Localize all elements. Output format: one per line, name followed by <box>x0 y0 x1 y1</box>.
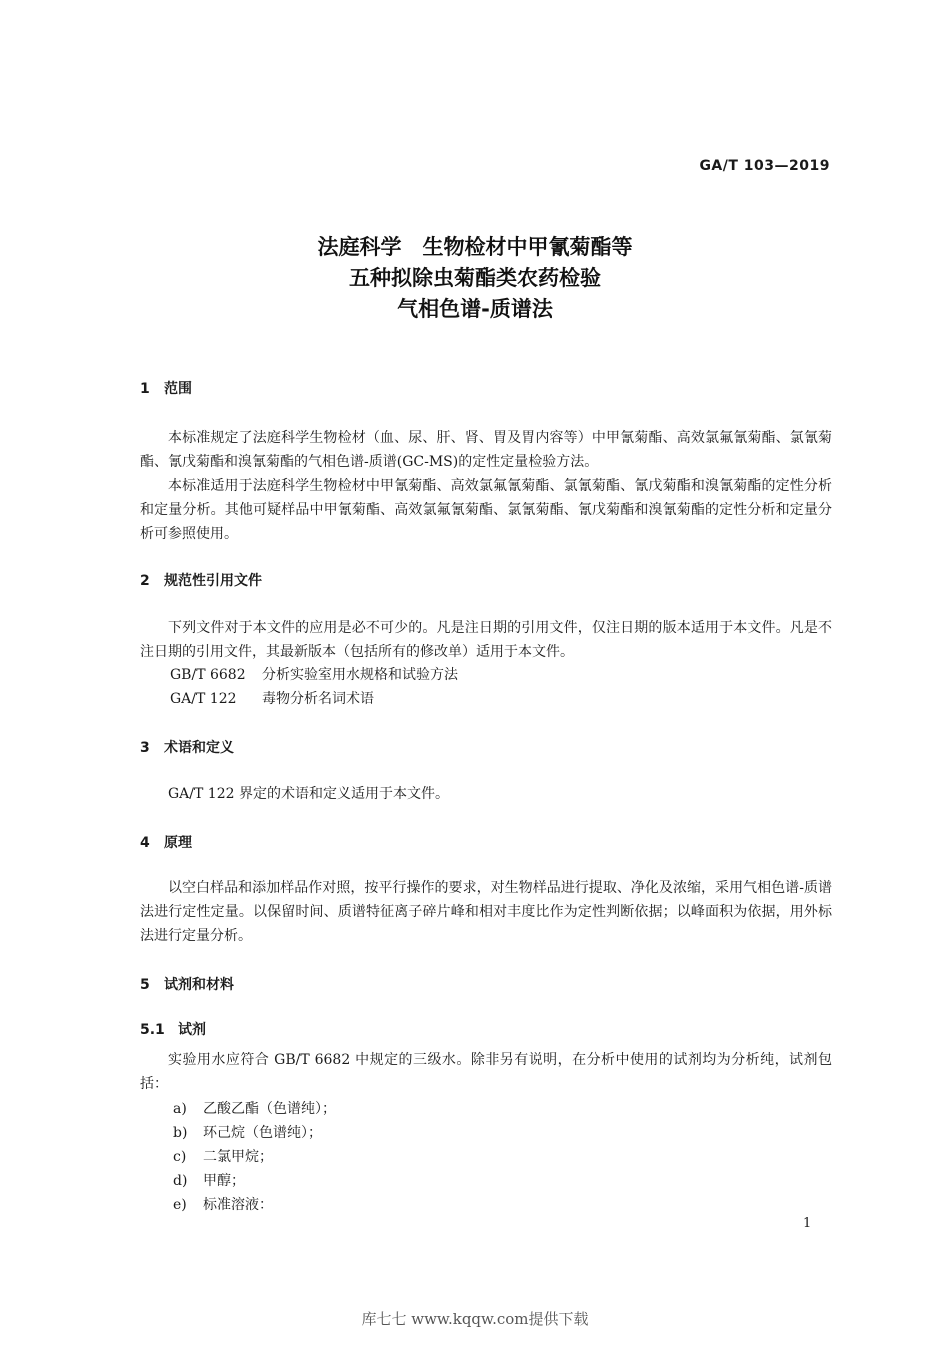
section-title: 试剂和材料 <box>164 977 234 993</box>
subsection-5-1-heading <box>140 1019 206 1039</box>
standard-code: GA/T 103—2019 <box>699 158 830 174</box>
reference-title: 分析实验室用水规格和试验方法 <box>262 667 458 683</box>
list-marker: e) <box>173 1197 187 1213</box>
section-number: 3 <box>140 740 150 756</box>
section-title: 术语和定义 <box>164 740 234 756</box>
section-title: 范围 <box>164 381 192 397</box>
section-2-body <box>140 616 832 664</box>
section-3-heading <box>140 737 234 757</box>
section-number: 5.1 <box>140 1022 165 1038</box>
section-title: 试剂 <box>178 1022 206 1038</box>
section-number: 1 <box>140 381 150 397</box>
title-line-2: 五种拟除虫菊酯类农药检验 <box>349 266 601 290</box>
list-text: 环己烷（色谱纯）； <box>203 1125 322 1141</box>
list-marker: a) <box>173 1101 187 1117</box>
list-item <box>173 1097 336 1121</box>
section-5-heading <box>140 974 234 994</box>
section-title: 原理 <box>164 835 192 851</box>
reference-item <box>170 687 374 711</box>
section-4-heading <box>140 832 192 852</box>
subsection-5-1-body <box>140 1048 832 1096</box>
list-marker: c) <box>173 1149 187 1165</box>
download-footer: 库七七 www.kqqw.com提供下载 <box>361 1310 589 1328</box>
reference-title: 毒物分析名词术语 <box>262 691 374 707</box>
reagent-list <box>173 1097 336 1217</box>
reference-item <box>170 663 458 687</box>
list-marker: d) <box>173 1173 188 1189</box>
list-text: 二氯甲烷； <box>203 1149 273 1165</box>
list-text: 甲醇； <box>203 1173 245 1189</box>
reference-code: GB/T 6682 <box>170 667 246 683</box>
paragraph: 实验用水应符合 GB/T 6682 中规定的三级水。除非另有说明，在分析中使用的试剂均为分析纯，试剂包括： <box>140 1052 832 1092</box>
list-item <box>173 1169 336 1193</box>
section-1-body <box>140 426 832 546</box>
list-text: 乙酸乙酯（色谱纯）； <box>203 1101 336 1117</box>
list-item <box>173 1121 336 1145</box>
section-2-heading <box>140 570 262 590</box>
section-number: 2 <box>140 573 150 589</box>
title-line-3: 气相色谱-质谱法 <box>397 297 553 321</box>
list-text: 标准溶液： <box>203 1197 273 1213</box>
list-item <box>173 1145 336 1169</box>
paragraph: 下列文件对于本文件的应用是必不可少的。凡是注日期的引用文件，仅注日期的版本适用于本文件。凡是不注日期的引用文件，其最新版本（包括所有的修改单）适用于本文件。 <box>140 620 832 660</box>
list-marker: b) <box>173 1125 188 1141</box>
reference-code: GA/T 122 <box>170 691 237 707</box>
section-number: 4 <box>140 835 150 851</box>
section-1-heading <box>140 378 192 398</box>
section-title: 规范性引用文件 <box>164 573 262 589</box>
paragraph: GA/T 122 界定的术语和定义适用于本文件。 <box>168 786 449 802</box>
section-4-body <box>140 876 832 948</box>
title-line-1: 法庭科学 生物检材中甲氰菊酯等 <box>317 235 633 259</box>
paragraph: 以空白样品和添加样品作对照，按平行操作的要求，对生物样品进行提取、净化及浓缩，采用气相色谱-质谱法进行定性定量。以保留时间、质谱特征离子碎片峰和相对丰度比作为定性判断依据；以峰面积为依据，用外标法进行定量分析。 <box>140 880 832 944</box>
document-title <box>0 232 950 325</box>
paragraph: 本标准适用于法庭科学生物检材中甲氰菊酯、高效氯氟氰菊酯、氯氰菊酯、氰戊菊酯和溴氰菊酯的定性分析和定量分析。其他可疑样品中甲氰菊酯、高效氯氟氰菊酯、氯氰菊酯、氰戊菊酯和溴氰菊酯的定性分析和定量分析可参照使用。 <box>140 478 832 542</box>
list-item <box>173 1193 336 1217</box>
paragraph: 本标准规定了法庭科学生物检材（血、尿、肝、肾、胃及胃内容等）中甲氰菊酯、高效氯氟氰菊酯、氯氰菊酯、氰戊菊酯和溴氰菊酯的气相色谱-质谱(GC-MS)的定性定量检验方法。 <box>140 430 832 470</box>
section-number: 5 <box>140 977 150 993</box>
page-number: 1 <box>803 1216 812 1231</box>
section-3-body <box>140 782 832 806</box>
